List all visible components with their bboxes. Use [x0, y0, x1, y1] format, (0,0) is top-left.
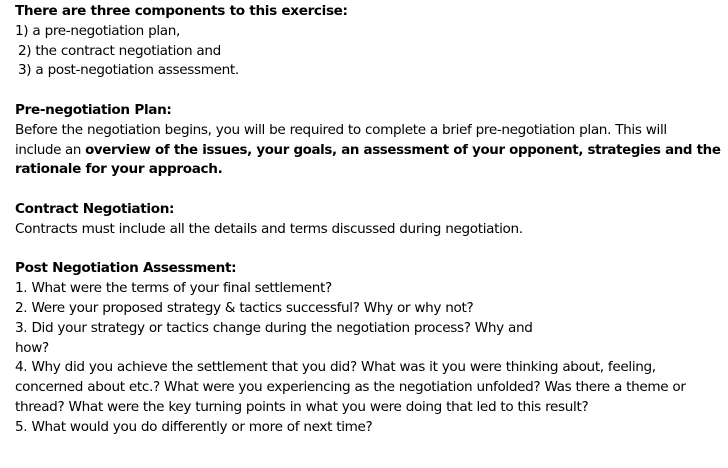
pre-negotiation-bold-text: overview of the issues, your goals, an assessment of your opponent, strategies and the: [85, 142, 721, 158]
component-item-1: 1) a pre-negotiation plan,: [15, 22, 181, 39]
post-question-3: 3. Did your strategy or tactics change during the negotiation process? Why and: [15, 319, 533, 336]
contract-negotiation-heading: Contract Negotiation:: [15, 200, 175, 217]
post-question-4-continued-2: thread? What were the key turning points in what you were doing that led to this result?: [15, 398, 589, 415]
post-question-4: 4. Why did you achieve the settlement that you did? What was it you were thinking about, feeling,: [15, 359, 656, 376]
post-question-4-continued: concerned about etc.? What were you experiencing as the negotiation unfolded? Was there a theme or: [15, 379, 686, 396]
spacer: [15, 240, 715, 260]
pre-negotiation-text-line-2: [15, 141, 721, 161]
post-question-5: 5. What would you do differently or more of next time?: [15, 418, 373, 435]
pre-negotiation-text-line-3: rationale for your approach.: [15, 161, 223, 178]
post-question-1: 1. What were the terms of your final settlement?: [15, 280, 332, 297]
pre-negotiation-plain-text: include an: [15, 142, 86, 158]
component-item-2: 2) the contract negotiation and: [18, 42, 221, 59]
post-negotiation-heading: Post Negotiation Assessment:: [15, 260, 237, 277]
post-question-3-continued: how?: [15, 339, 49, 356]
contract-negotiation-text: Contracts must include all the details and terms discussed during negotiation.: [15, 220, 523, 237]
pre-negotiation-heading: Pre-negotiation Plan:: [15, 101, 172, 118]
component-item-3: 3) a post-negotiation assessment.: [18, 62, 239, 79]
pre-negotiation-text-line-1: Before the negotiation begins, you will be required to complete a brief pre-negotiation plan. This will: [15, 121, 667, 138]
intro-heading: There are three components to this exercise:: [15, 3, 348, 19]
post-question-2: 2. Were your proposed strategy & tactics successful? Why or why not?: [15, 299, 474, 316]
spacer: [15, 81, 715, 101]
document-page: [15, 2, 721, 438]
spacer: [15, 180, 715, 200]
